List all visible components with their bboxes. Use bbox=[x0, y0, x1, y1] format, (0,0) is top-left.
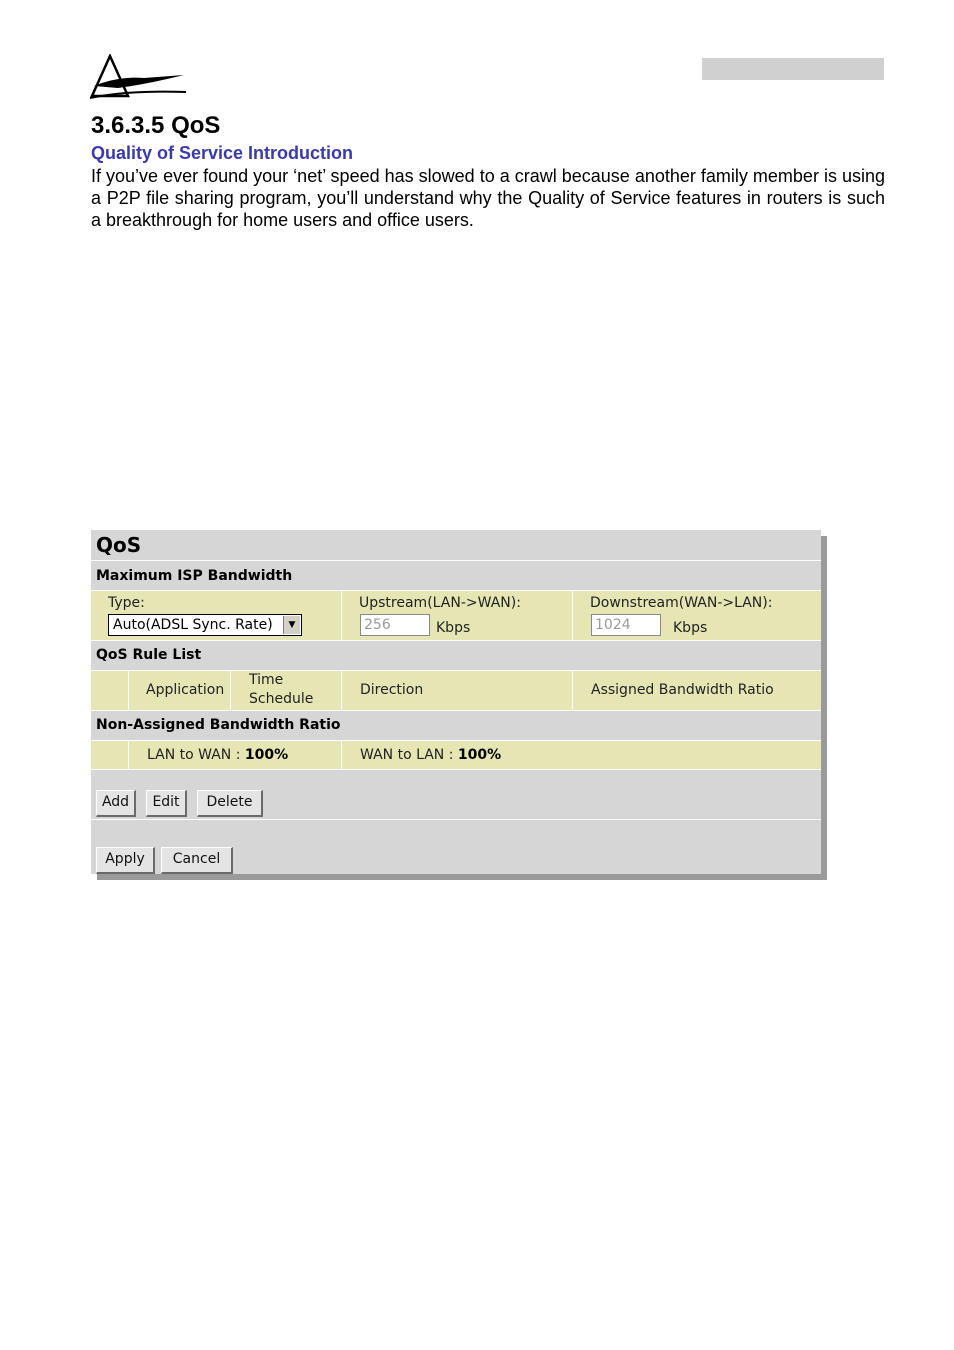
rule-list-label: QoS Rule List bbox=[96, 647, 202, 663]
atlantis-logo-icon bbox=[88, 54, 188, 100]
upstream-label: Upstream(LAN->WAN): bbox=[359, 595, 521, 611]
lan-to-wan-label: LAN to WAN : bbox=[147, 747, 241, 763]
intro-paragraph: If you’ve ever found your ‘net’ speed has slowed to a crawl because another family member is using a P2P file sharing program, you’ll understand why the Quality of Service features in routers is such a breakthrough for home users and office users. bbox=[91, 166, 885, 230]
qos-panel bbox=[91, 530, 821, 874]
upstream-unit: Kbps bbox=[436, 620, 471, 636]
max-bandwidth-row bbox=[91, 591, 821, 641]
wan-to-lan-value: 100% bbox=[457, 747, 502, 763]
ratio-column-label: Assigned Bandwidth Ratio bbox=[591, 682, 774, 698]
rule-actions-row bbox=[91, 770, 821, 820]
type-select-value: Auto(ADSL Sync. Rate) bbox=[113, 617, 273, 633]
atlantis-logo bbox=[88, 54, 188, 100]
type-label: Type: bbox=[108, 595, 145, 611]
header-bar bbox=[702, 58, 884, 80]
ratio-column bbox=[573, 671, 821, 710]
upstream-cell bbox=[342, 591, 573, 640]
time-schedule-column bbox=[231, 671, 342, 710]
application-column bbox=[129, 671, 231, 710]
panel-title-row bbox=[91, 530, 821, 561]
direction-column bbox=[342, 671, 573, 710]
max-bandwidth-label: Maximum ISP Bandwidth bbox=[96, 568, 293, 584]
rule-select-column bbox=[91, 671, 129, 710]
downstream-label: Downstream(WAN->LAN): bbox=[590, 595, 773, 611]
apply-button[interactable]: Apply bbox=[96, 847, 155, 874]
type-select[interactable] bbox=[108, 614, 302, 636]
time-column-label-line1: Time bbox=[249, 672, 284, 688]
upstream-input[interactable]: 256 bbox=[360, 614, 430, 636]
edit-button[interactable]: Edit bbox=[146, 790, 187, 817]
application-column-label: Application bbox=[146, 682, 225, 698]
chevron-down-icon[interactable]: ▼ bbox=[283, 616, 300, 634]
apply-row bbox=[91, 820, 821, 874]
wan-to-lan-label: WAN to LAN : bbox=[360, 747, 454, 763]
panel-title: QoS bbox=[96, 533, 142, 557]
type-cell bbox=[91, 591, 342, 640]
cancel-button[interactable]: Cancel bbox=[161, 847, 233, 874]
wan-to-lan-text bbox=[360, 747, 501, 763]
downstream-cell bbox=[573, 591, 821, 640]
direction-column-label: Direction bbox=[360, 682, 424, 698]
section-title: 3.6.3.5 QoS bbox=[91, 112, 221, 139]
time-column-label-line2: Schedule bbox=[249, 691, 314, 707]
rule-list-header bbox=[91, 641, 821, 671]
wan-to-lan-cell bbox=[342, 741, 821, 769]
rule-list-columns bbox=[91, 671, 821, 711]
delete-button[interactable]: Delete bbox=[197, 790, 263, 817]
non-assigned-label: Non-Assigned Bandwidth Ratio bbox=[96, 717, 341, 733]
lan-to-wan-text bbox=[147, 747, 288, 763]
non-assigned-header bbox=[91, 711, 821, 741]
add-button[interactable]: Add bbox=[96, 790, 136, 817]
downstream-input[interactable]: 1024 bbox=[591, 614, 661, 636]
max-bandwidth-header bbox=[91, 561, 821, 591]
non-assigned-spacer bbox=[91, 741, 129, 769]
non-assigned-row bbox=[91, 741, 821, 770]
lan-to-wan-value: 100% bbox=[244, 747, 289, 763]
downstream-unit: Kbps bbox=[673, 620, 708, 636]
lan-to-wan-cell bbox=[129, 741, 342, 769]
section-subheading: Quality of Service Introduction bbox=[91, 143, 354, 163]
